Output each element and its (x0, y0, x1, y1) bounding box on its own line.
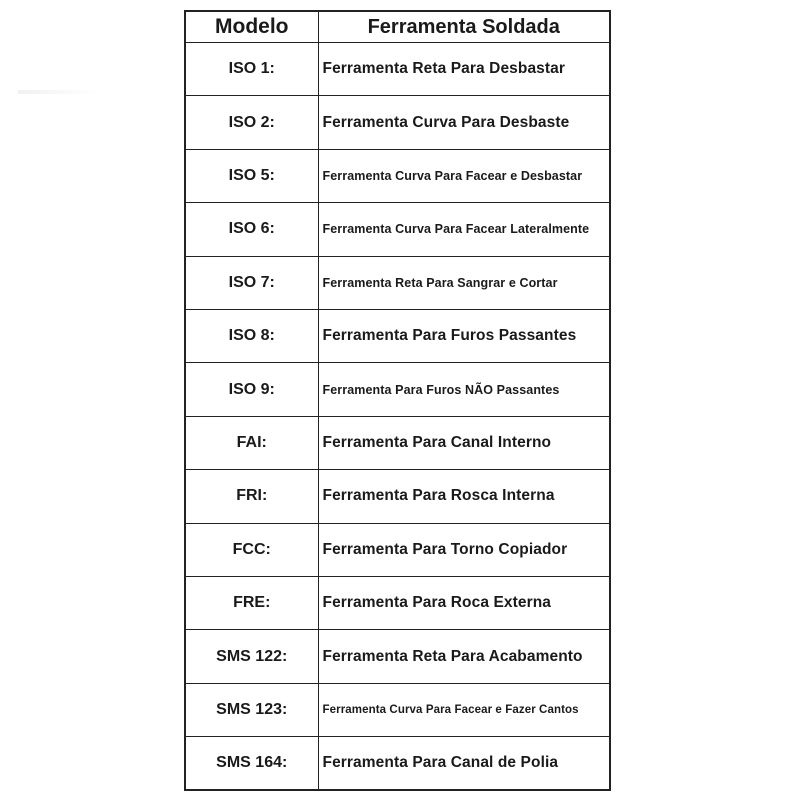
tool-cell: Ferramenta Para Roca Externa (318, 577, 609, 630)
tool-cell: Ferramenta Reta Para Sangrar e Cortar (318, 256, 609, 309)
header-tool: Ferramenta Soldada (318, 12, 609, 43)
tool-cell: Ferramenta Curva Para Facear Lateralmente (318, 203, 609, 256)
tool-cell: Ferramenta Reta Para Desbastar (318, 43, 609, 96)
table-row (186, 43, 609, 96)
table-row (186, 96, 609, 149)
header-model: Modelo (186, 12, 318, 43)
tool-cell: Ferramenta Para Torno Copiador (318, 523, 609, 576)
tool-cell: Ferramenta Reta Para Acabamento (318, 630, 609, 683)
model-cell: ISO 2: (186, 96, 318, 149)
table-row (186, 523, 609, 576)
table-row (186, 630, 609, 683)
table-row (186, 577, 609, 630)
model-cell: SMS 123: (186, 683, 318, 736)
model-cell: FRI: (186, 470, 318, 523)
model-cell: FAI: (186, 416, 318, 469)
model-cell: ISO 6: (186, 203, 318, 256)
table-row (186, 416, 609, 469)
tool-table-container (184, 10, 611, 791)
tool-cell: Ferramenta Curva Para Facear e Desbastar (318, 149, 609, 202)
table-row (186, 737, 609, 789)
table-row (186, 683, 609, 736)
scan-smudge (18, 90, 98, 94)
table-row (186, 149, 609, 202)
table-row (186, 363, 609, 416)
model-cell: ISO 7: (186, 256, 318, 309)
model-cell: ISO 8: (186, 310, 318, 363)
tool-table (186, 12, 609, 789)
tool-cell: Ferramenta Para Furos Passantes (318, 310, 609, 363)
tool-cell: Ferramenta Para Canal Interno (318, 416, 609, 469)
table-header-row (186, 12, 609, 43)
model-cell: FRE: (186, 577, 318, 630)
tool-cell: Ferramenta Curva Para Desbaste (318, 96, 609, 149)
table-row (186, 470, 609, 523)
tool-cell: Ferramenta Para Canal de Polia (318, 737, 609, 789)
model-cell: SMS 164: (186, 737, 318, 789)
model-cell: ISO 1: (186, 43, 318, 96)
model-cell: ISO 9: (186, 363, 318, 416)
table-row (186, 310, 609, 363)
model-cell: ISO 5: (186, 149, 318, 202)
tool-cell: Ferramenta Para Furos NÃO Passantes (318, 363, 609, 416)
tool-cell: Ferramenta Para Rosca Interna (318, 470, 609, 523)
model-cell: SMS 122: (186, 630, 318, 683)
model-cell: FCC: (186, 523, 318, 576)
table-row (186, 256, 609, 309)
tool-cell: Ferramenta Curva Para Facear e Fazer Cantos (318, 683, 609, 736)
table-row (186, 203, 609, 256)
